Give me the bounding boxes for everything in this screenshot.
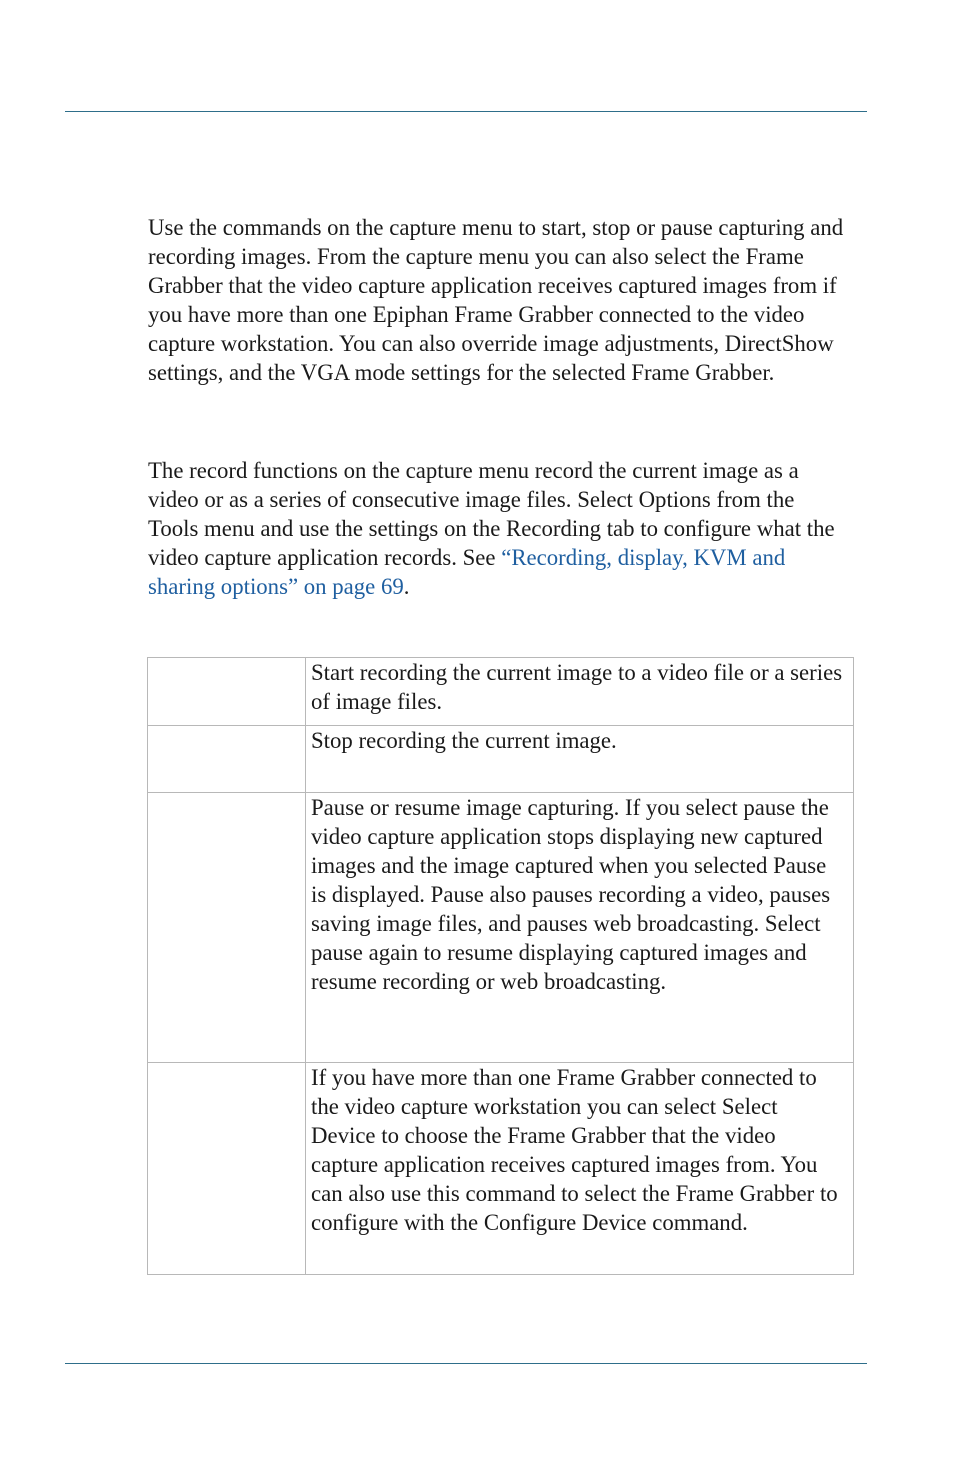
footer-rule	[65, 1363, 867, 1364]
description-cell: Start recording the current image to a video file or a series of image files.	[306, 658, 854, 726]
command-cell	[148, 658, 306, 726]
description-cell: If you have more than one Frame Grabber connected to the video capture workstation you can select Select Device to choose the Frame Grabber that the video capture application receives captured images from. You can also use this command to select the Frame Grabber to configure with the Configure Device command.	[306, 1063, 854, 1275]
cross-reference-link[interactable]: “Recording, display, KVM and sharing options” on page 69	[148, 545, 786, 599]
intro-paragraph-2	[148, 456, 848, 601]
intro-paragraph-2-text: The record functions on the capture menu record the current image as a video or as a series of consecutive image files. Select Options from the Tools menu and use the settings on the Recording tab to configure what the video capture application records. See	[148, 458, 835, 570]
command-cell	[148, 726, 306, 793]
description-cell: Stop recording the current image.	[306, 726, 854, 793]
capture-commands-table	[147, 657, 854, 1275]
table-row	[148, 658, 854, 726]
description-cell: Pause or resume image capturing. If you select pause the video capture application stops displaying new captured images and the image captured when you selected Pause is displayed. Pause also pauses recording a video, pauses saving image files, and pauses web broadcasting. Select pause again to resume displaying captured images and resume recording or web broadcasting.	[306, 793, 854, 1063]
table-row	[148, 1063, 854, 1275]
command-cell	[148, 793, 306, 1063]
intro-paragraph-1: Use the commands on the capture menu to start, stop or pause capturing and recording images. From the capture menu you can also select the Frame Grabber that the video capture application receives captured images from if you have more than one Epiphan Frame Grabber connected to the video capture workstation. You can also override image adjustments, DirectShow settings, and the VGA mode settings for the selected Frame Grabber.	[148, 215, 844, 385]
command-cell	[148, 1063, 306, 1275]
table-row	[148, 726, 854, 793]
table-row	[148, 793, 854, 1063]
intro-paragraph-2-end: .	[403, 574, 410, 599]
header-rule	[65, 111, 867, 112]
